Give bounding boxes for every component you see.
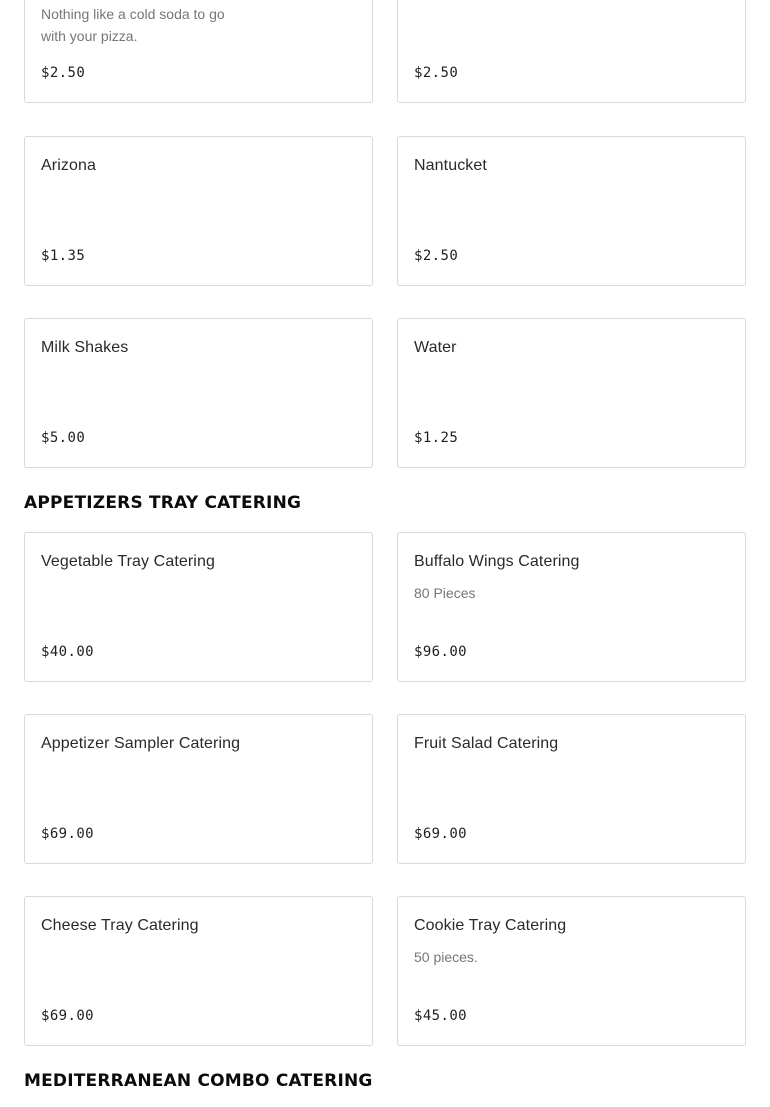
menu-item-name: Buffalo Wings Catering bbox=[414, 553, 580, 570]
menu-item-price: $45.00 bbox=[414, 1008, 467, 1024]
menu-item-card[interactable] bbox=[397, 714, 746, 864]
menu-item-name: Fruit Salad Catering bbox=[414, 735, 559, 752]
menu-item-card[interactable] bbox=[24, 0, 373, 103]
menu-item-description: 80 Pieces bbox=[414, 585, 476, 601]
menu-item-card[interactable] bbox=[24, 532, 373, 682]
menu-item-name: Vegetable Tray Catering bbox=[41, 553, 215, 570]
menu-item-card[interactable] bbox=[397, 896, 746, 1046]
menu-item-card[interactable] bbox=[397, 0, 746, 103]
menu-item-card[interactable] bbox=[397, 136, 746, 286]
menu-item-card[interactable] bbox=[397, 318, 746, 468]
menu-item-name: Cheese Tray Catering bbox=[41, 917, 199, 934]
menu-item-price: $1.25 bbox=[414, 430, 459, 446]
menu-item-price: $69.00 bbox=[414, 826, 467, 842]
menu-item-description: Nothing like a cold soda to go with your pizza. bbox=[41, 6, 225, 44]
menu-item-name: Appetizer Sampler Catering bbox=[41, 735, 241, 752]
menu-item-price: $69.00 bbox=[41, 826, 94, 842]
section-title-appetizers: APPETIZERS TRAY CATERING bbox=[24, 493, 302, 513]
menu-item-price: $69.00 bbox=[41, 1008, 94, 1024]
menu-item-name: Water bbox=[414, 339, 457, 356]
menu-item-name: Arizona bbox=[41, 157, 96, 174]
menu-item-price: $2.50 bbox=[41, 65, 86, 81]
menu-item-price: $2.50 bbox=[414, 248, 459, 264]
section-title-mediterranean: MEDITERRANEAN COMBO CATERING bbox=[24, 1071, 373, 1091]
menu-item-card[interactable] bbox=[24, 136, 373, 286]
menu-item-price: $1.35 bbox=[41, 248, 86, 264]
menu-item-price: $40.00 bbox=[41, 644, 94, 660]
menu-item-name: Nantucket bbox=[414, 157, 487, 174]
menu-item-card[interactable] bbox=[24, 714, 373, 864]
menu-item-price: $96.00 bbox=[414, 644, 467, 660]
menu-item-card[interactable] bbox=[24, 318, 373, 468]
menu-item-card[interactable] bbox=[397, 532, 746, 682]
menu-item-name: Milk Shakes bbox=[41, 339, 129, 356]
menu-item-price: $5.00 bbox=[41, 430, 86, 446]
menu-item-description: 50 pieces. bbox=[414, 949, 478, 965]
menu-item-price: $2.50 bbox=[414, 65, 459, 81]
menu-item-name: Cookie Tray Catering bbox=[414, 917, 567, 934]
menu-item-card[interactable] bbox=[24, 896, 373, 1046]
